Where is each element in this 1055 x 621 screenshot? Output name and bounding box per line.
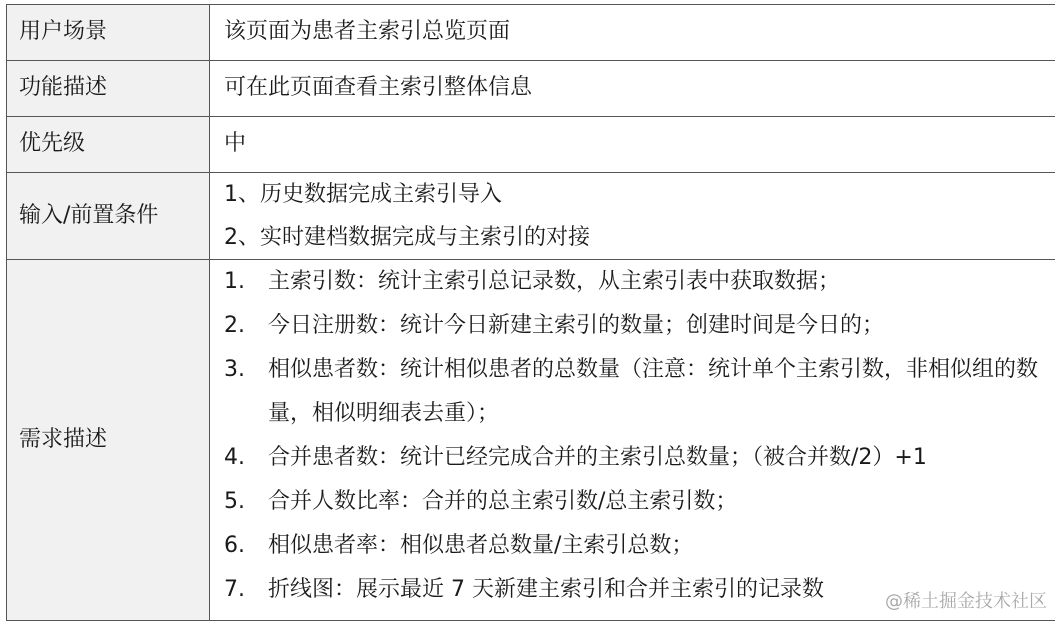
label-input-precondition: 输入/前置条件 <box>7 173 210 260</box>
requirement-text: 合并人数比率：合并的总主索引数/总主索引数； <box>268 480 1055 524</box>
row-input-precondition <box>7 173 1055 260</box>
requirement-number: 4. <box>224 436 268 480</box>
requirement-text: 相似患者率：相似患者总数量/主索引总数； <box>268 524 1055 568</box>
row-user-scenario <box>7 5 1055 61</box>
requirement-spec-table <box>6 4 1055 621</box>
requirement-item <box>224 304 1055 348</box>
requirement-number: 1. <box>224 260 268 304</box>
requirement-item <box>224 348 1055 436</box>
label-priority: 优先级 <box>7 117 210 173</box>
requirement-number: 5. <box>224 480 268 524</box>
requirement-number: 7. <box>224 568 268 612</box>
requirement-item <box>224 260 1055 304</box>
value-function-description: 可在此页面查看主索引整体信息 <box>210 61 1055 117</box>
row-requirement-description <box>7 260 1055 621</box>
requirement-text: 相似患者数：统计相似患者的总数量（注意：统计单个主索引数，非相似组的数量，相似明细表去重）； <box>268 348 1055 436</box>
row-function-description <box>7 61 1055 117</box>
value-requirement-description <box>210 260 1055 621</box>
precondition-line-1: 1、历史数据完成主索引导入 <box>224 173 1055 216</box>
requirement-number: 6. <box>224 524 268 568</box>
row-priority <box>7 117 1055 173</box>
value-priority: 中 <box>210 117 1055 173</box>
requirement-item <box>224 480 1055 524</box>
requirement-number: 3. <box>224 348 268 392</box>
requirement-number: 2. <box>224 304 268 348</box>
requirement-text: 今日注册数：统计今日新建主索引的数量；创建时间是今日的； <box>268 304 1055 348</box>
requirement-text: 合并患者数：统计已经完成合并的主索引总数量；（被合并数/2）+1 <box>268 436 1055 480</box>
requirement-item <box>224 436 1055 480</box>
requirement-list <box>224 260 1055 612</box>
value-input-precondition <box>210 173 1055 260</box>
label-function-description: 功能描述 <box>7 61 210 117</box>
label-user-scenario: 用户场景 <box>7 5 210 61</box>
label-requirement-description: 需求描述 <box>7 260 210 621</box>
watermark: @稀土掘金技术社区 <box>885 587 1047 613</box>
precondition-line-2: 2、实时建档数据完成与主索引的对接 <box>224 216 1055 259</box>
requirement-text: 折线图：展示最近 7 天新建主索引和合并主索引的记录数 <box>268 568 1055 612</box>
requirement-item <box>224 524 1055 568</box>
requirement-text: 主索引数：统计主索引总记录数，从主索引表中获取数据； <box>268 260 1055 304</box>
value-user-scenario: 该页面为患者主索引总览页面 <box>210 5 1055 61</box>
